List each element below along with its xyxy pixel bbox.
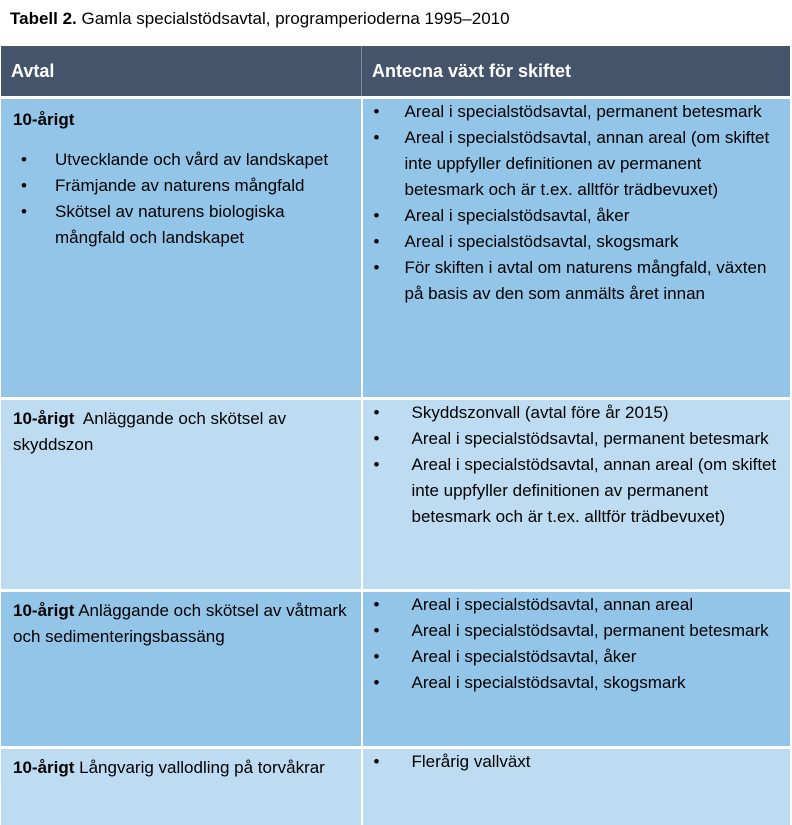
agreement-prefix: 10-årigt <box>13 758 74 777</box>
plant-list <box>373 400 783 530</box>
caption-label: Tabell 2. <box>10 9 77 28</box>
agreement-title: Anläggande och skötsel av skyddszon <box>13 409 291 454</box>
list-item: • Flerårig vallväxt <box>412 749 783 775</box>
list-item: • Areal i specialstödsavtal, permanent betesmark <box>412 618 783 644</box>
plant-cell <box>362 399 791 591</box>
table-header-row <box>1 46 790 98</box>
plant-cell <box>362 98 791 399</box>
list-item: • Utvecklande och vård av landskapet <box>55 147 351 173</box>
list-item: • Areal i specialstödsavtal, permanent betesmark <box>412 426 783 452</box>
list-item: • Areal i specialstödsavtal, annan areal <box>412 592 783 618</box>
list-item: • Areal i specialstödsavtal, permanent betesmark <box>405 99 783 125</box>
agreement-prefix: 10-årigt <box>13 110 74 129</box>
list-item: • Areal i specialstödsavtal, åker <box>412 644 783 670</box>
agreement-title: Långvarig vallodling på torvåkrar <box>74 758 324 777</box>
list-item: • Främjande av naturens mångfald <box>55 173 351 199</box>
table-row <box>1 591 790 748</box>
agreement-cell <box>1 399 362 591</box>
agreements-table <box>1 46 790 825</box>
list-item: • Areal i specialstödsavtal, skogsmark <box>405 229 783 255</box>
list-item: • Areal i specialstödsavtal, åker <box>405 203 783 229</box>
list-item: • Skötsel av naturens biologiska mångfald och landskapet <box>55 199 351 251</box>
list-item: • Skyddszonvall (avtal före år 2015) <box>412 400 783 426</box>
agreement-title: Anläggande och skötsel av våtmark och sedimenteringsbassäng <box>13 601 351 646</box>
agreement-cell <box>1 748 362 825</box>
header-avtal: Avtal <box>1 46 362 98</box>
plant-list <box>373 99 783 307</box>
table-row <box>1 399 790 591</box>
table-row <box>1 98 790 399</box>
header-plant: Antecna växt för skiftet <box>362 46 791 98</box>
agreement-sub-list <box>13 147 351 251</box>
list-item: • För skiften i avtal om naturens mångfald, växten på basis av den som anmälts året innan <box>405 255 783 307</box>
plant-cell <box>362 591 791 748</box>
caption-text: Gamla specialstödsavtal, programperioderna 1995–2010 <box>77 9 510 28</box>
plant-cell <box>362 748 791 825</box>
agreement-prefix: 10-årigt <box>13 601 74 620</box>
plant-list <box>373 749 783 775</box>
plant-list <box>373 592 783 696</box>
agreement-prefix: 10-årigt <box>13 409 74 428</box>
list-item: • Areal i specialstödsavtal, annan areal (om skiftet inte uppfyller definitionen av permanent betesmark och är t.ex. alltför trädbevuxet) <box>405 125 783 203</box>
table-row <box>1 748 790 825</box>
table-caption <box>10 8 510 30</box>
list-item: • Areal i specialstödsavtal, skogsmark <box>412 670 783 696</box>
agreement-cell <box>1 591 362 748</box>
list-item: • Areal i specialstödsavtal, annan areal (om skiftet inte uppfyller definitionen av permanent betesmark och är t.ex. alltför trädbevuxet) <box>412 452 783 530</box>
agreement-cell <box>1 98 362 399</box>
